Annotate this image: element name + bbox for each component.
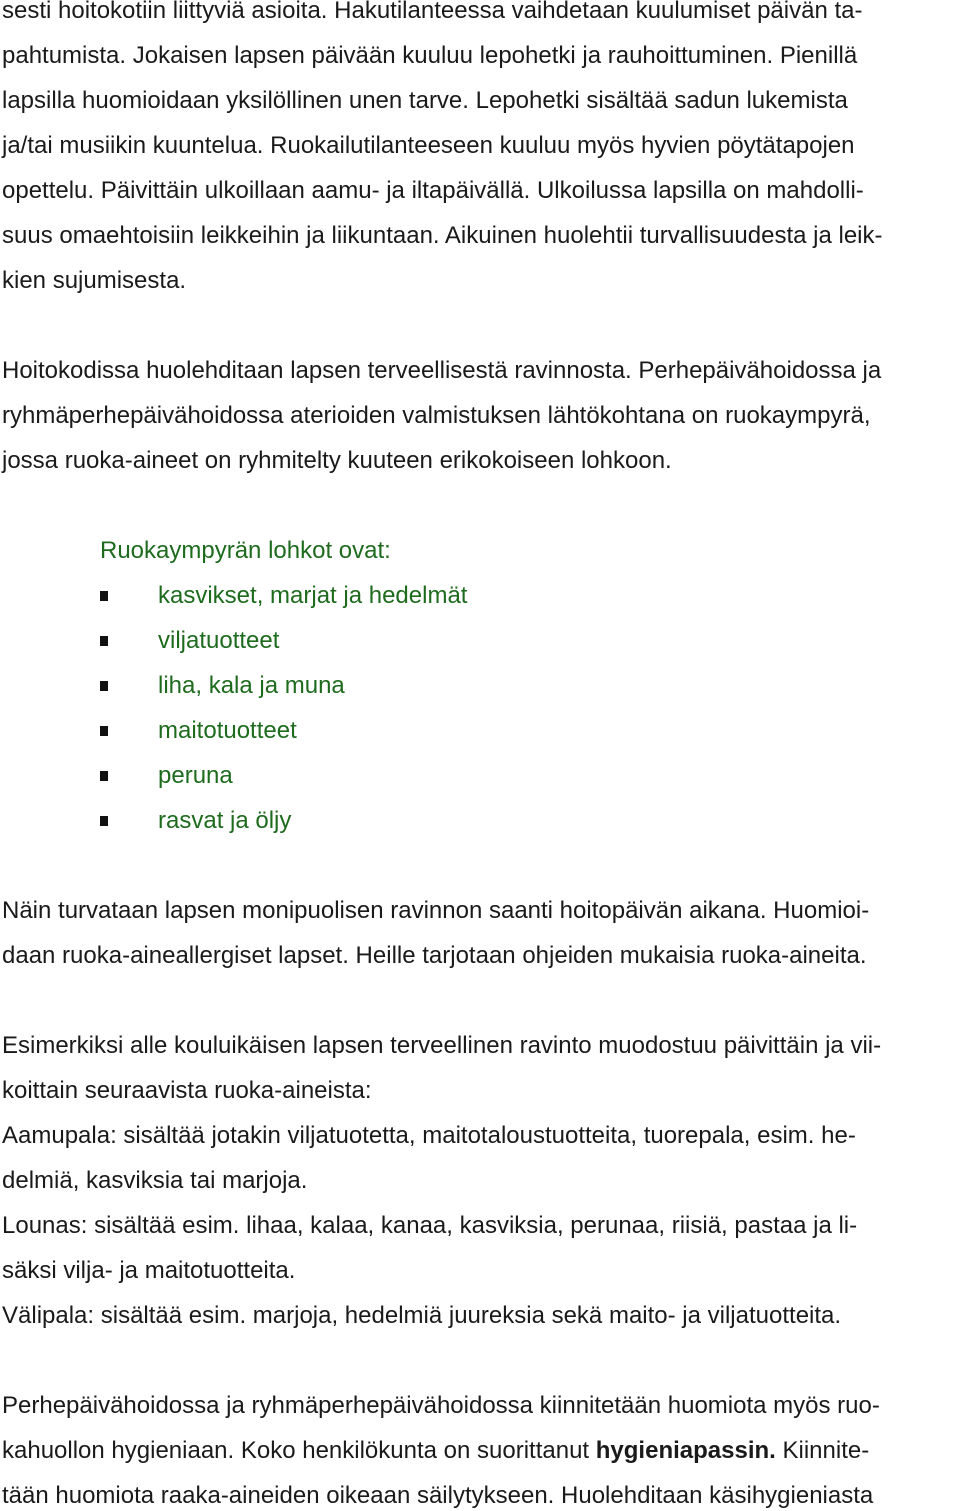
paragraph-line: opettelu. Päivittäin ulkoillaan aamu- ja iltapäivällä. Ulkoilussa lapsilla on mahdolli- (2, 177, 864, 204)
text-segment: Kiinnite- (775, 1437, 870, 1464)
bullet-icon (100, 636, 108, 646)
paragraph-line: ja/tai musiikin kuuntelua. Ruokailutilanteeseen kuuluu myös hyvien pöytätapojen (2, 132, 855, 159)
text-segment: kahuollon hygieniaan. Koko henkilökunta on suorittanut (2, 1437, 596, 1464)
paragraph-line: Aamupala: sisältää jotakin viljatuotetta, maitotaloustuotteita, tuorepala, esim. he- (2, 1122, 856, 1149)
paragraph-line: sesti hoitokotiin liittyviä asioita. Hakutilanteessa vaihdetaan kuulumiset päivän ta- (2, 0, 863, 24)
paragraph-line: Hoitokodissa huolehditaan lapsen terveellisestä ravinnosta. Perhepäivähoidossa ja (2, 357, 882, 384)
paragraph-line: ryhmäperhepäivähoidossa aterioiden valmistuksen lähtökohtana on ruokaympyrä, (2, 402, 871, 429)
paragraph-line: Perhepäivähoidossa ja ryhmäperhepäivähoidossa kiinnitetään huomiota myös ruo- (2, 1392, 880, 1419)
bullet-icon (100, 816, 108, 826)
paragraph-line: Näin turvataan lapsen monipuolisen ravinnon saanti hoitopäivän aikana. Huomioi- (2, 897, 870, 924)
paragraph-line: Välipala: sisältää esim. marjoja, hedelmiä juureksia sekä maito- ja viljatuotteita. (2, 1302, 842, 1329)
bullet-icon (100, 771, 108, 781)
list-item-label: liha, kala ja muna (158, 672, 345, 699)
bullet-icon (100, 726, 108, 736)
paragraph-line: säksi vilja- ja maitotuotteita. (2, 1257, 296, 1284)
paragraph-line: lapsilla huomioidaan yksilöllinen unen tarve. Lepohetki sisältää sadun lukemista (2, 87, 848, 114)
paragraph-line: pahtumista. Jokaisen lapsen päivään kuuluu lepohetki ja rauhoittuminen. Pienillä (2, 42, 858, 69)
list-item-label: rasvat ja öljy (158, 807, 292, 834)
list-item-label: viljatuotteet (158, 627, 280, 654)
paragraph-line: koittain seuraavista ruoka-aineista: (2, 1077, 372, 1104)
bullet-icon (100, 681, 108, 691)
list-item-label: maitotuotteet (158, 717, 297, 744)
paragraph-line: suus omaehtoisiin leikkeihin ja liikuntaan. Aikuinen huolehtii turvallisuudesta ja leik- (2, 222, 883, 249)
paragraph-line: Lounas: sisältää esim. lihaa, kalaa, kanaa, kasviksia, perunaa, riisiä, pastaa ja li- (2, 1212, 858, 1239)
list-item-label: kasvikset, marjat ja hedelmät (158, 582, 468, 609)
paragraph-line: delmiä, kasviksia tai marjoja. (2, 1167, 308, 1194)
paragraph-line: kien sujumisesta. (2, 267, 187, 294)
paragraph-line: Esimerkiksi alle kouluikäisen lapsen terveellinen ravinto muodostuu päivittäin ja vii- (2, 1032, 882, 1059)
paragraph-line: daan ruoka-aineallergiset lapset. Heille tarjotaan ohjeiden mukaisia ruoka-aineita. (2, 942, 867, 969)
paragraph-line: tään huomiota raaka-aineiden oikeaan säilytykseen. Huolehditaan käsihygieniasta (2, 1482, 874, 1509)
paragraph-line (2, 1437, 869, 1465)
paragraph-line: jossa ruoka-aineet on ryhmitelty kuuteen erikokoiseen lohkoon. (2, 447, 672, 474)
list-heading: Ruokaympyrän lohkot ovat: (100, 537, 391, 564)
bullet-icon (100, 591, 108, 601)
list-item-label: peruna (158, 762, 233, 789)
bold-term: hygieniapassin. (595, 1437, 776, 1464)
